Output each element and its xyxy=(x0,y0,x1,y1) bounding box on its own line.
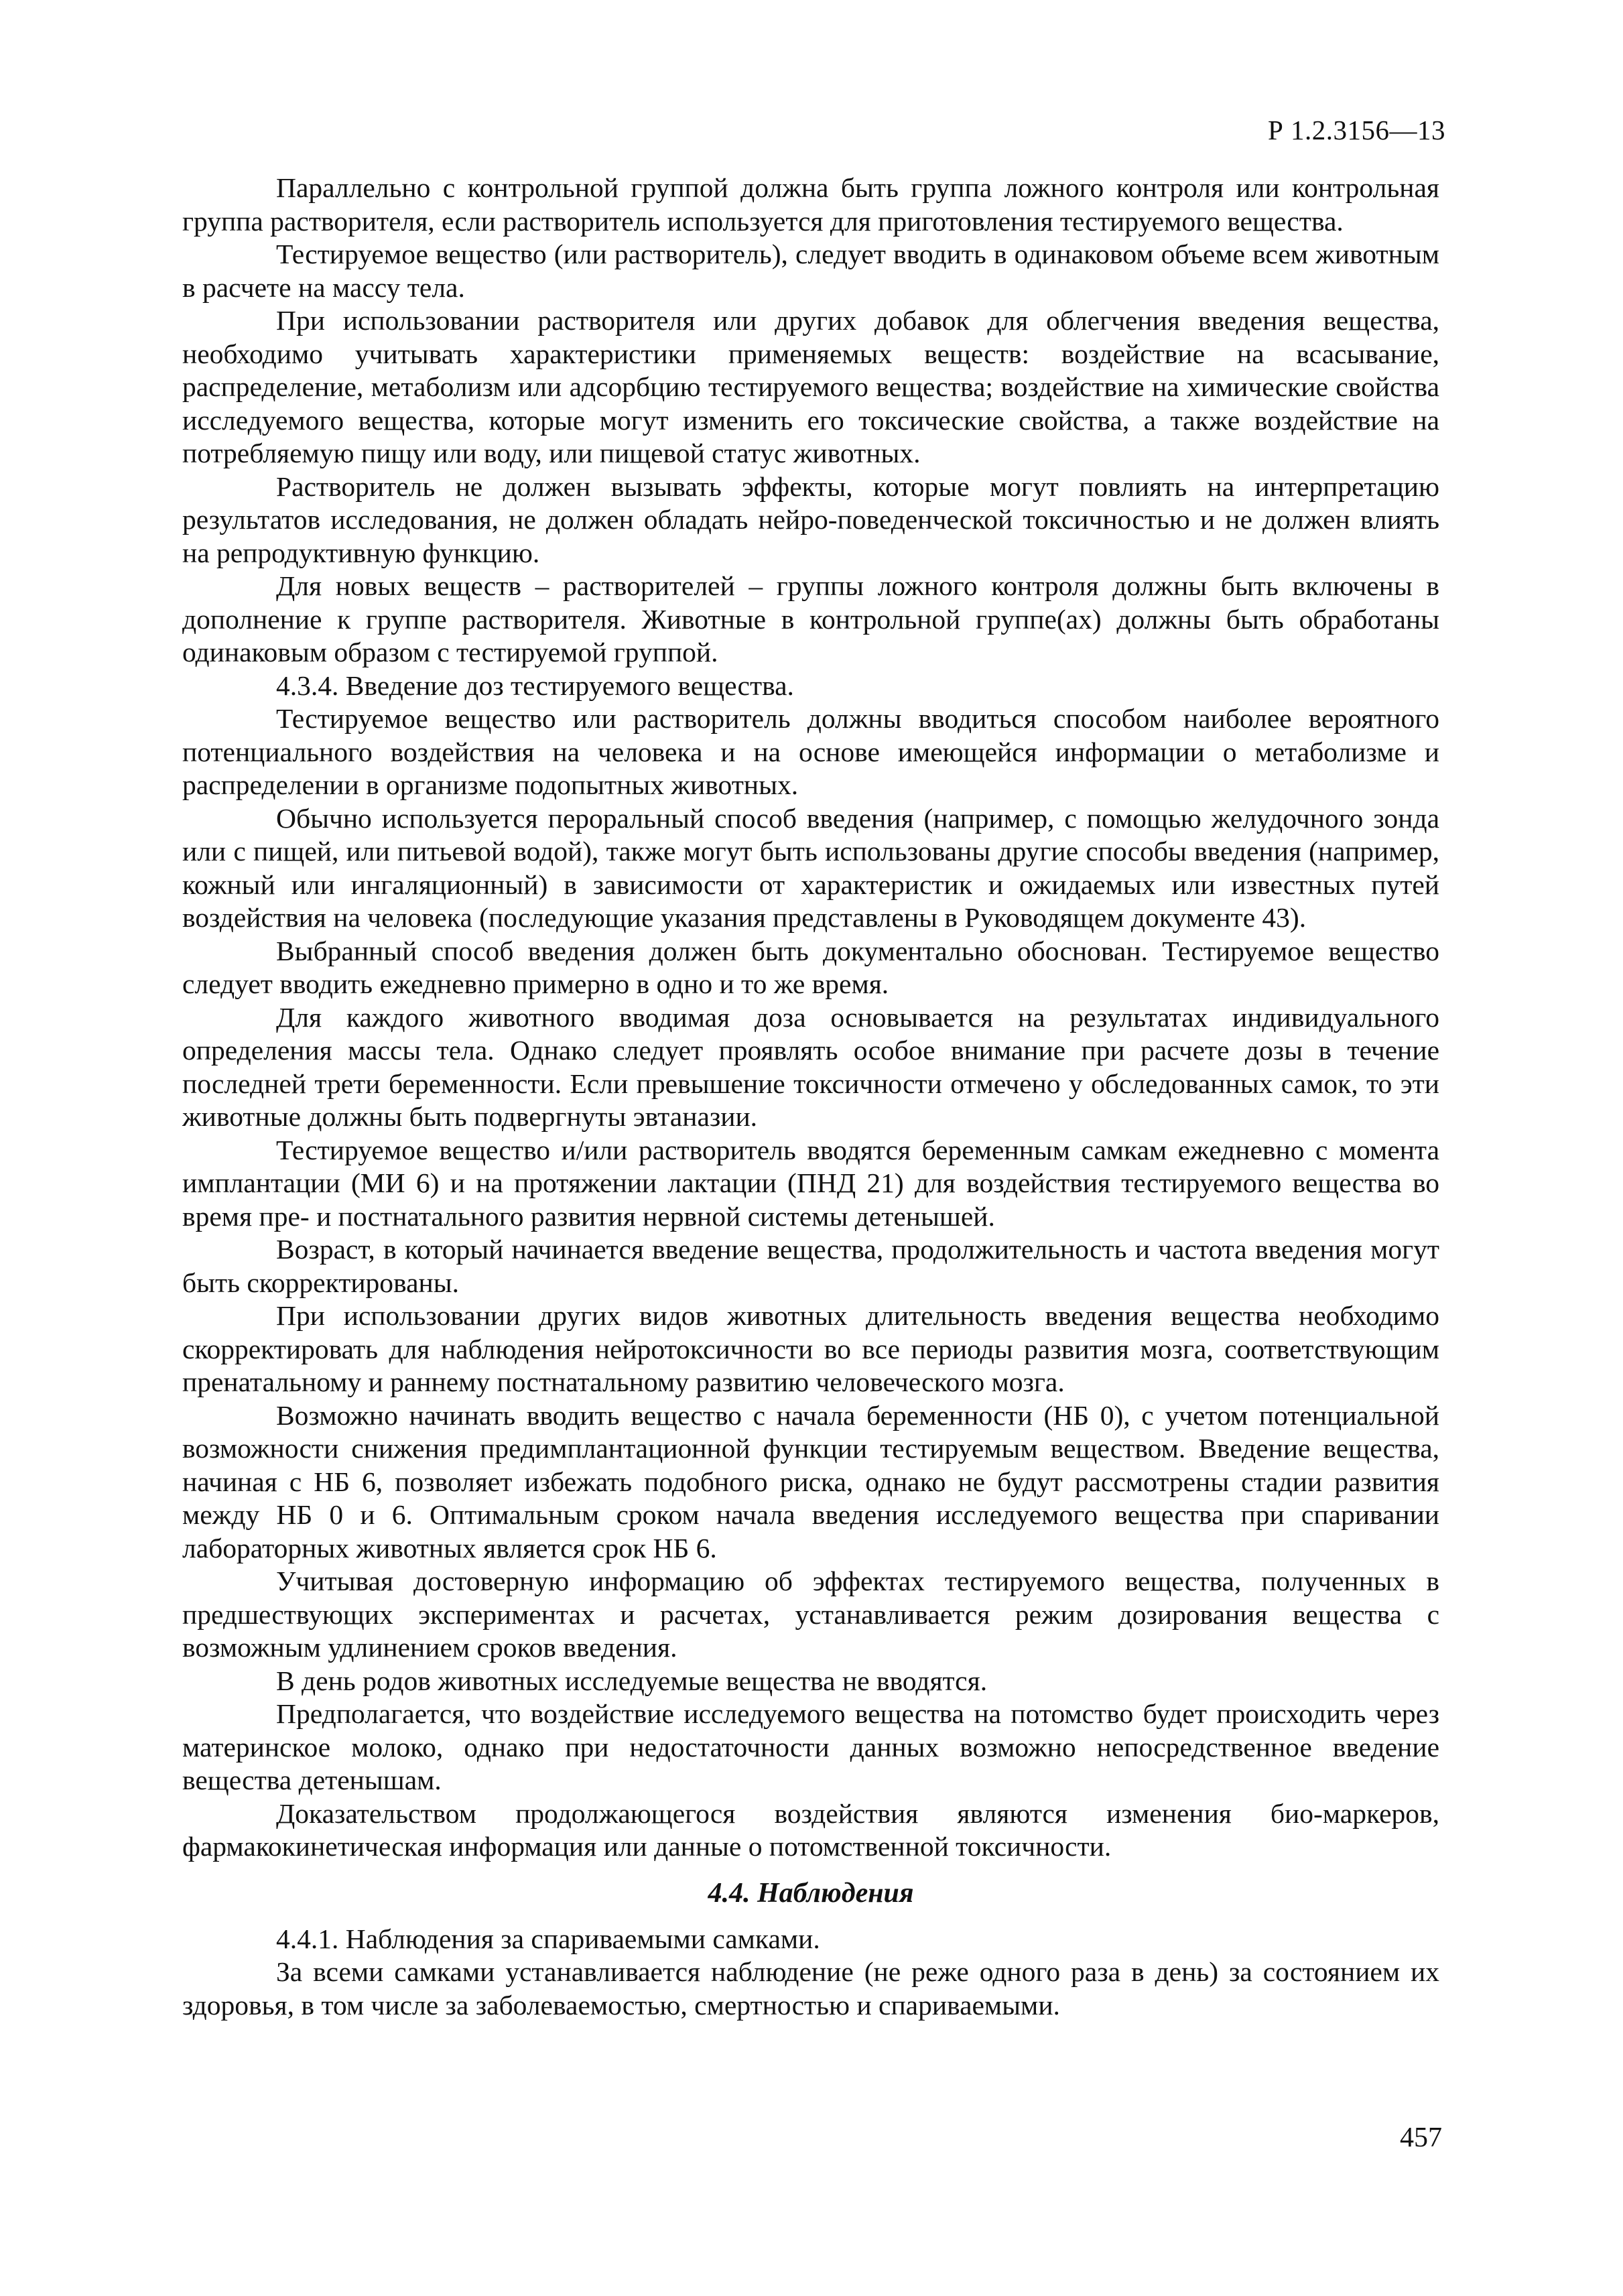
paragraph: Выбранный способ введения должен быть документально обоснован. Тестируемое вещество следует вводить ежедневно примерно в одно и то же время. xyxy=(182,935,1439,999)
paragraph: Предполагается, что воздействие исследуемого вещества на потомство будет происходить через материнское молоко, однако при недостаточности данных возможно непосредственное введение вещества детенышам. xyxy=(182,1698,1439,1795)
paragraph: В день родов животных исследуемые вещества не вводятся. xyxy=(276,1665,988,1696)
paragraph: Возможно начинать вводить вещество с начала беременности (НБ 0), с учетом потенциальной возможности снижения предимплантационной функции тестируемым веществом. Введение вещества, начиная с НБ 6, позволяет избежать подобного риска, однако не будут рассмотрены стадии развития между НБ 0 и 6. Оптимальным сроком начала введения исследуемого вещества при спаривании лабораторных животных является срок НБ 6. xyxy=(182,1399,1439,1564)
paragraph: Тестируемое вещество и/или растворитель вводятся беременным самкам ежедневно с момента имплантации (МИ 6) и на протяжении лактации (ПНД 21) для воздействия тестируемого вещества во время пре- и постнатального развития нервной системы детенышей. xyxy=(182,1134,1439,1232)
paragraph: Возраст, в который начинается введение вещества, продолжительность и частота введения могут быть скорректированы. xyxy=(182,1234,1439,1298)
paragraph: Обычно используется пероральный способ введения (например, с помощью желудочного зонда или с пищей, или питьевой водой), также могут быть использованы другие способы введения (например, кожный или ингаляционный) в зависимости от характеристик и ожидаемых или известных путей воздействия на человека (последующие указания представлены в Руководящем документе 43). xyxy=(182,802,1439,933)
paragraph: Тестируемое вещество (или растворитель), следует вводить в одинаковом объеме всем животным в расчете на массу тела. xyxy=(182,239,1439,303)
paragraph: Параллельно с контрольной группой должна быть группа ложного контроля или контрольная группа растворителя, если растворитель используется для приготовления тестируемого вещества. xyxy=(182,172,1439,237)
page-number: 457 xyxy=(1400,2122,1442,2153)
paragraph: Учитывая достоверную информацию об эффектах тестируемого вещества, полученных в предшествующих экспериментах и расчетах, устанавливается режим дозирования вещества с возможным удлинением сроков введения. xyxy=(182,1566,1439,1663)
paragraph: Для новых веществ – растворителей – группы ложного контроля должны быть включены в дополнение к группе растворителя. Животные в контрольной группе(ах) должны быть обработаны одинаковым образом с тестируемой группой. xyxy=(182,570,1439,667)
paragraph: За всеми самками устанавливается наблюдение (не реже одного раза в день) за состоянием их здоровья, в том числе за заболеваемостью, смертностью и спариваемыми. xyxy=(182,1956,1439,2021)
section-heading: 4.4. Наблюдения xyxy=(708,1877,914,1909)
subsection-title: 4.3.4. Введение доз тестируемого вещества. xyxy=(276,669,794,701)
paragraph: Растворитель не должен вызывать эффекты, которые могут повлиять на интерпретацию результатов исследования, не должен обладать нейро-поведенческой токсичностью и не должен влиять на репродуктивную функцию. xyxy=(182,470,1439,568)
paragraph: Тестируемое вещество или растворитель должны вводиться способом наиболее вероятного потенциального воздействия на человека и на основе имеющейся информации о метаболизме и распределении в организме подопытных животных. xyxy=(182,703,1439,800)
paragraph: При использовании растворителя или других добавок для облегчения введения вещества, необходимо учитывать характеристики применяемых веществ: воздействие на всасывание, распределение, метаболизм или адсорбцию тестируемого вещества; воздействие на химические свойства исследуемого вещества, которые могут изменить его токсические свойства, а также воздействие на потребляемую пищу или воду, или пищевой статус животных. xyxy=(182,305,1439,468)
body-text xyxy=(182,172,1439,2022)
paragraph: При использовании других видов животных длительность введения вещества необходимо скорректировать для наблюдения нейротоксичности во все периоды развития мозга, соответствующим пренатальному и раннему постнатальному развитию человеческого мозга. xyxy=(182,1300,1439,1397)
document-code: Р 1.2.3156—13 xyxy=(1267,115,1445,145)
subsection-title: 4.4.1. Наблюдения за спариваемыми самками. xyxy=(276,1923,820,1954)
paragraph: Для каждого животного вводимая доза основывается на результатах индивидуального определения массы тела. Однако следует проявлять особое внимание при расчете дозы в течение последней трети беременности. Если превышение токсичности отмечено у обследованных самок, то эти животные должны быть подвергнуты эвтаназии. xyxy=(182,1001,1439,1132)
paragraph: Доказательством продолжающегося воздействия являются изменения био-маркеров, фармакокинетическая информация или данные о потомственной токсичности. xyxy=(182,1797,1439,1862)
